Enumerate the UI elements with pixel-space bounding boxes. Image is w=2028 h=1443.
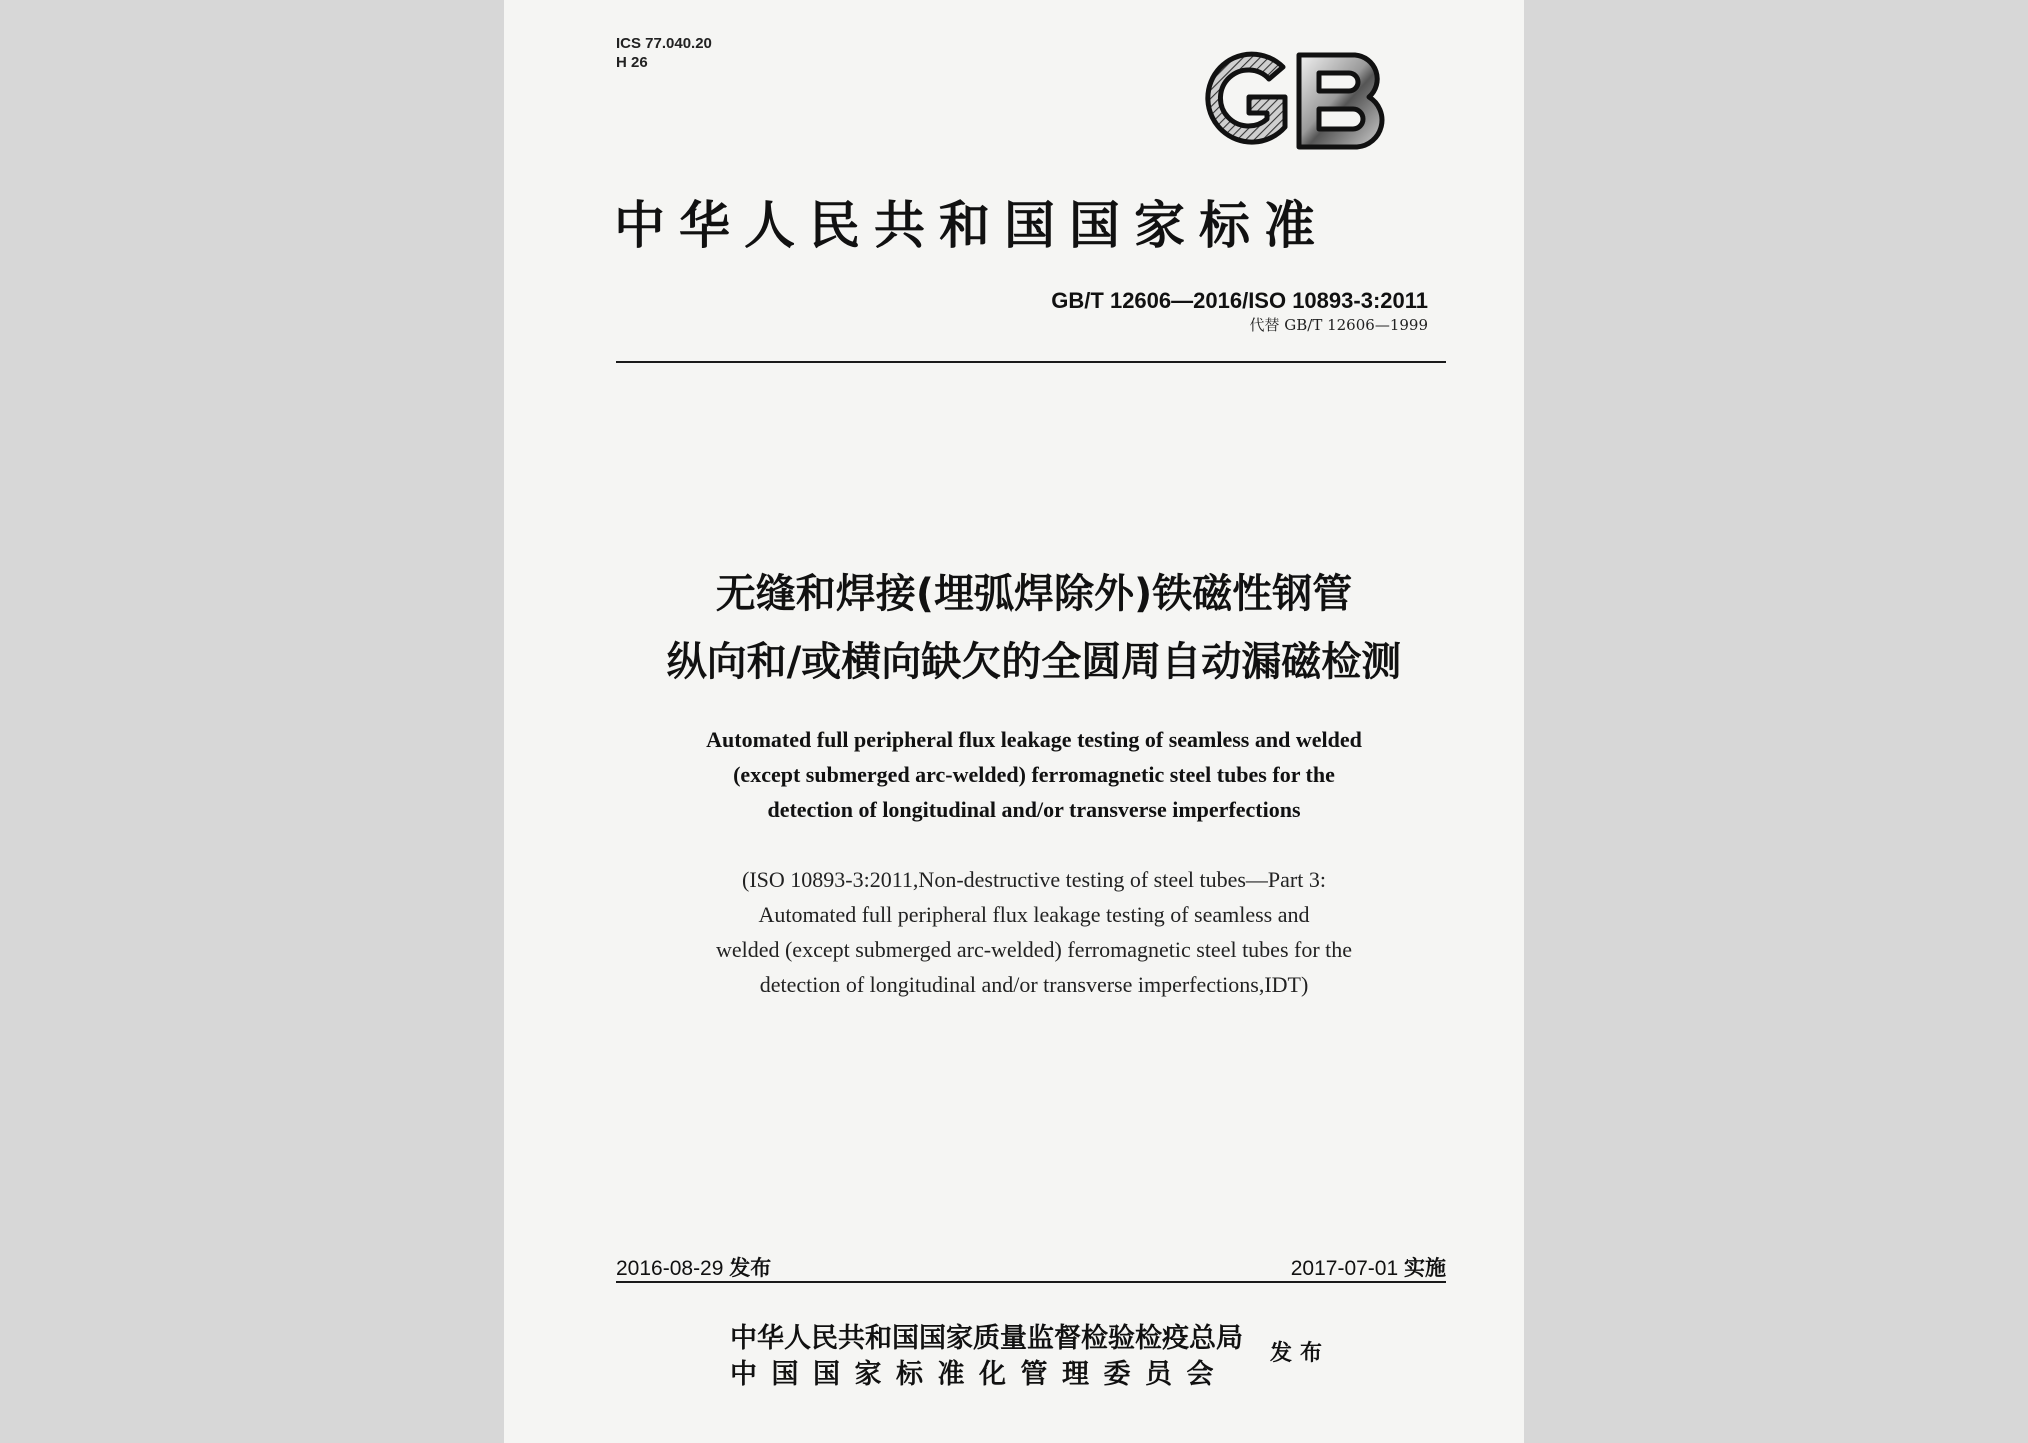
chinese-title bbox=[564, 560, 1504, 696]
iso-note-line: welded (except submerged arc-welded) ferromagnetic steel tubes for the bbox=[715, 937, 1353, 962]
issuer-sac: 中国国家标准化管理委员会 bbox=[730, 1359, 1228, 1390]
replaces-standard: 代替 GB/T 12606—1999 bbox=[1249, 316, 1428, 334]
implementation-date-label: 实施 bbox=[1404, 1256, 1446, 1280]
country-standard-title: 中华人民共和国国家标准 bbox=[614, 197, 1330, 256]
iso-note-line: detection of longitudinal and/or transverse imperfections,IDT) bbox=[759, 972, 1309, 997]
english-title-line: detection of longitudinal and/or transverse imperfections bbox=[767, 797, 1301, 822]
class-code: H 26 bbox=[616, 54, 648, 71]
iso-note-line: (ISO 10893-3:2011,Non-destructive testing of steel tubes—Part 3: bbox=[742, 867, 1326, 892]
header-divider bbox=[616, 361, 1446, 363]
iso-equivalence-note bbox=[564, 862, 1504, 1002]
classification-block bbox=[616, 34, 712, 72]
implementation-date bbox=[1291, 1252, 1446, 1282]
publish-date-value: 2016-08-29 bbox=[616, 1257, 724, 1280]
chinese-title-line: 无缝和焊接(埋弧焊除外)铁磁性钢管 bbox=[715, 571, 1353, 617]
english-title bbox=[564, 722, 1504, 827]
english-title-line: Automated full peripheral flux leakage testing of seamless and welded bbox=[706, 727, 1362, 752]
document-page bbox=[504, 0, 1524, 1443]
iso-note-line: Automated full peripheral flux leakage testing of seamless and bbox=[758, 902, 1310, 927]
implementation-date-value: 2017-07-01 bbox=[1290, 1257, 1399, 1280]
chinese-title-line: 纵向和/或横向缺欠的全圆周自动漏磁检测 bbox=[666, 639, 1402, 685]
publish-date bbox=[616, 1252, 771, 1282]
issued-label: 发布 bbox=[1270, 1341, 1331, 1366]
standard-number: GB/T 12606—2016/ISO 10893-3:2011 bbox=[1051, 288, 1428, 313]
ics-code: ICS 77.040.20 bbox=[616, 35, 712, 52]
english-title-line: (except submerged arc-welded) ferromagnetic steel tubes for the bbox=[733, 762, 1335, 787]
gb-logo-icon bbox=[1187, 45, 1397, 157]
issuer-aqsiq: 中华人民共和国国家质量监督检验检疫总局 bbox=[730, 1323, 1243, 1354]
footer-divider bbox=[616, 1281, 1446, 1283]
publish-date-label: 发布 bbox=[729, 1256, 772, 1280]
